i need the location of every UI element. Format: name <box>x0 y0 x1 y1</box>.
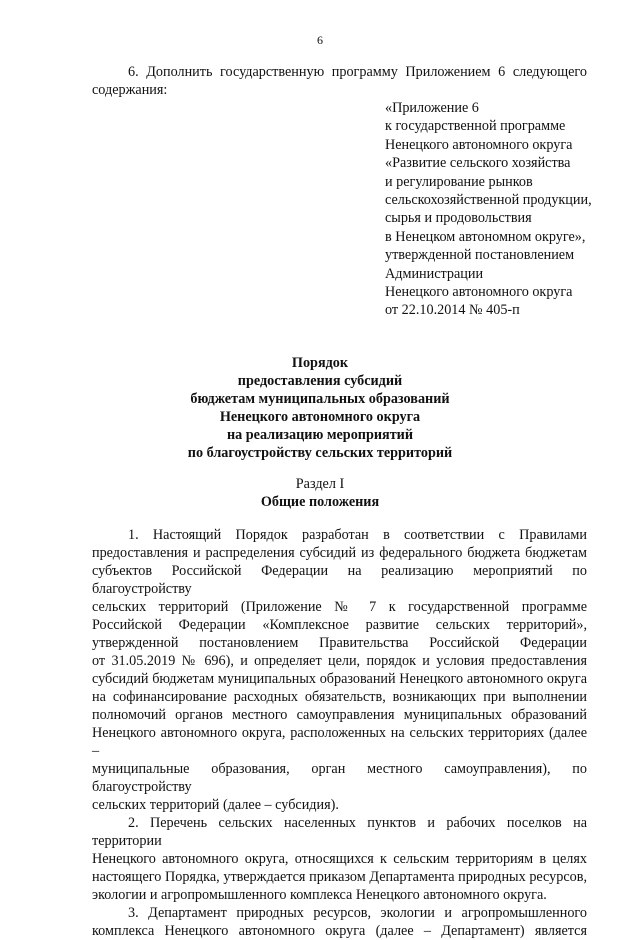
paragraph-line: комплекса Ненецкого автономного округа (далее – Департамент) является <box>92 923 587 939</box>
paragraph-line: от 31.05.2019 № 696), и определяет цели, порядок и условия предоставления <box>92 653 587 669</box>
paragraph-line: субъектов Российской Федерации на реализацию мероприятий по благоустройству <box>92 563 587 597</box>
appendix-line: утвержденной постановлением <box>385 247 575 264</box>
title-line: Порядок <box>291 355 349 371</box>
paragraph-line: утвержденной постановлением Правительства Российской Федерации <box>92 635 587 651</box>
paragraph-1 <box>92 526 587 814</box>
appendix-line: Ненецкого автономного округа <box>385 136 573 153</box>
appendix-line: от 22.10.2014 № 405-п <box>385 302 520 319</box>
title-line: по благоустройству сельских территорий <box>187 445 453 461</box>
paragraph-line: полномочий органов местного самоуправления муниципальных образований <box>92 707 587 723</box>
appendix-line: сырья и продовольствия <box>385 210 532 227</box>
appendix-line: к государственной программе <box>385 118 566 135</box>
paragraph-line: настоящего Порядка, утверждается приказом Департамента природных ресурсов, <box>92 869 587 885</box>
appendix-line: Ненецкого автономного округа <box>385 284 573 301</box>
title-line: бюджетам муниципальных образований <box>190 391 450 407</box>
appendix-line: Администрации <box>385 265 484 282</box>
paragraph-line: 3. Департамент природных ресурсов, экологии и агропромышленного <box>128 905 587 921</box>
paragraph-3 <box>92 904 587 940</box>
paragraph-line: субсидий бюджетам муниципальных образований Ненецкого автономного округа <box>92 671 587 687</box>
title-line: Ненецкого автономного округа <box>219 409 421 425</box>
paragraph-line: Ненецкого автономного округа, относящихся к сельским территориям в целях <box>92 851 587 867</box>
appendix-line: «Развитие сельского хозяйства <box>385 155 571 172</box>
paragraph-line: 2. Перечень сельских населенных пунктов и рабочих поселков на территории <box>92 815 587 849</box>
appendix-reference <box>385 99 610 320</box>
paragraph-line: предоставления и распределения субсидий из федерального бюджета бюджетам <box>92 545 587 561</box>
page-number: 6 <box>317 33 323 47</box>
paragraph-line: на софинансирование расходных обязательств, возникающих при выполнении <box>92 689 587 705</box>
paragraph-2 <box>92 814 587 904</box>
title-line: на реализацию мероприятий <box>226 427 414 443</box>
intro-line: содержания: <box>92 82 168 98</box>
intro-paragraph <box>92 63 587 99</box>
paragraph-line: Российской Федерации «Комплексное развитие сельских территорий», <box>92 617 587 633</box>
document-title <box>0 354 640 462</box>
section-heading <box>0 475 640 511</box>
paragraph-line: сельских территорий (далее – субсидия). <box>92 797 339 813</box>
main-text <box>92 526 587 940</box>
title-line: предоставления субсидий <box>237 373 403 389</box>
paragraph-line: 1. Настоящий Порядок разработан в соответствии с Правилами <box>128 527 587 543</box>
appendix-line: в Ненецком автономном округе», <box>385 228 586 245</box>
paragraph-line: муниципальные образования, орган местного самоуправления), по благоустройству <box>92 761 587 795</box>
paragraph-line: Ненецкого автономного округа, расположенных на сельских территориях (далее – <box>92 725 587 759</box>
appendix-line: сельскохозяйственной продукции, <box>385 192 592 209</box>
appendix-line: «Приложение 6 <box>385 100 479 116</box>
section-number: Раздел I <box>295 476 345 492</box>
paragraph-line: экологии и агропромышленного комплекса Ненецкого автономного округа. <box>92 887 547 903</box>
section-name: Общие положения <box>260 494 380 510</box>
appendix-line: и регулирование рынков <box>385 173 533 190</box>
intro-line: 6. Дополнить государственную программу Приложением 6 следующего <box>128 64 587 80</box>
paragraph-line: сельских территорий (Приложение № 7 к государственной программе <box>92 599 587 615</box>
